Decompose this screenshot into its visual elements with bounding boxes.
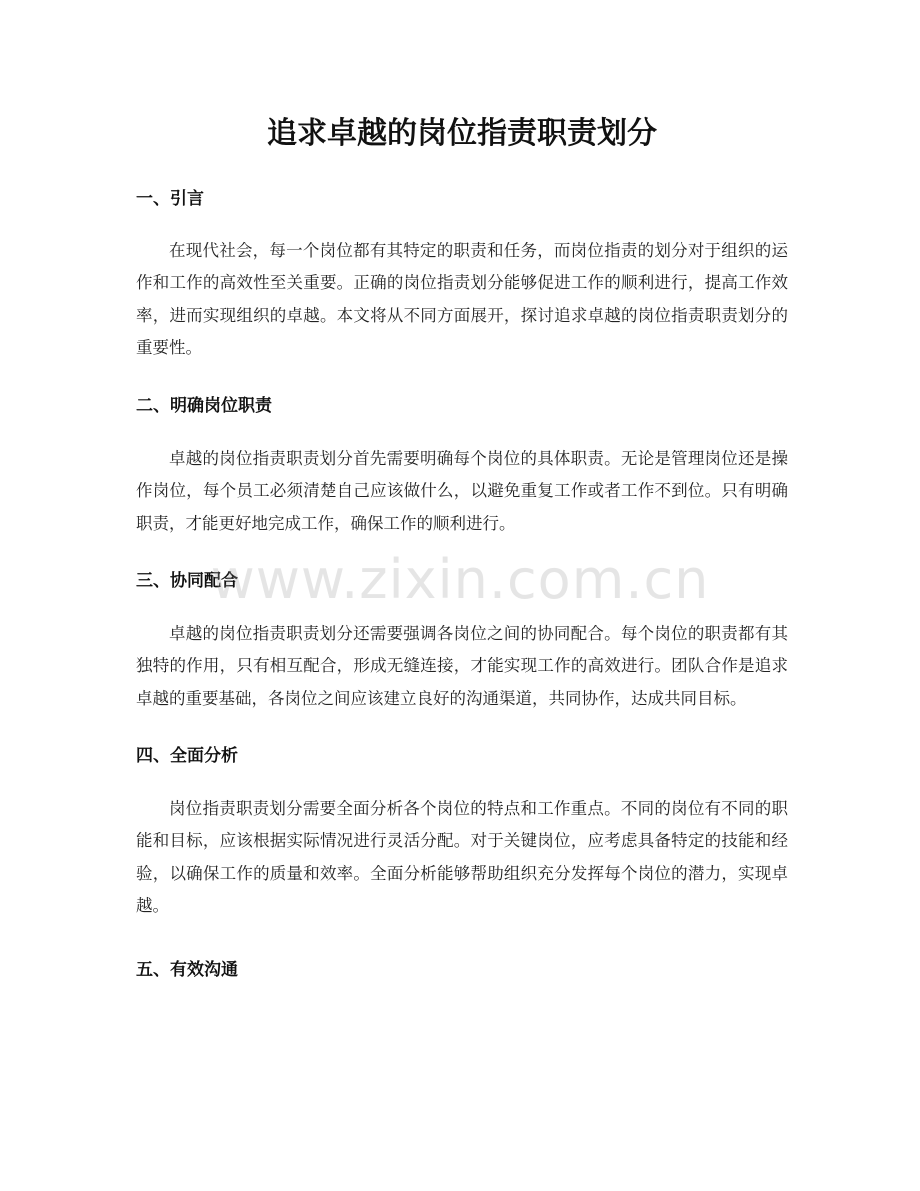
section-paragraph: 卓越的岗位指责职责划分首先需要明确每个岗位的具体职责。无论是管理岗位还是操作岗位，每个员工必须清楚自己应该做什么，以避免重复工作或者工作不到位。只有明确职责，才能更好地完成工作，确保工作的顺利进行。 <box>136 449 788 533</box>
section-heading: 二、明确岗位职责 <box>136 396 272 417</box>
section-heading: 三、协同配合 <box>136 571 238 592</box>
section-paragraph: 卓越的岗位指责职责划分还需要强调各岗位之间的协同配合。每个岗位的职责都有其独特的作用，只有相互配合，形成无缝连接，才能实现工作的高效进行。团队合作是追求卓越的重要基础，各岗位之间应该建立良好的沟通渠道，共同协作，达成共同目标。 <box>136 624 788 708</box>
section-clear-responsibilities <box>136 393 788 540</box>
section-heading: 一、引言 <box>136 189 204 209</box>
watermark-text: www.zixin.com.cn <box>210 548 710 611</box>
document-title: 追求卓越的岗位指责职责划分 <box>267 116 657 151</box>
section-comprehensive-analysis <box>136 743 788 922</box>
section-introduction <box>136 186 788 364</box>
section-heading: 四、全面分析 <box>136 745 238 766</box>
section-paragraph: 在现代社会，每一个岗位都有其特定的职责和任务，而岗位指责的划分对于组织的运作和工作的高效性至关重要。正确的岗位指责划分能够促进工作的顺利进行，提高工作效率，进而实现组织的卓越。本文将从不同方面展开，探讨追求卓越的岗位指责职责划分的重要性。 <box>136 241 788 357</box>
section-coordination <box>136 568 788 715</box>
section-effective-communication <box>136 957 788 983</box>
section-heading: 五、有效沟通 <box>136 960 238 981</box>
section-paragraph: 岗位指责职责划分需要全面分析各个岗位的特点和工作重点。不同的岗位有不同的职能和目标，应该根据实际情况进行灵活分配。对于关键岗位，应考虑具备特定的技能和经验，以确保工作的质量和效率。全面分析能够帮助组织充分发挥每个岗位的潜力，实现卓越。 <box>136 798 788 915</box>
